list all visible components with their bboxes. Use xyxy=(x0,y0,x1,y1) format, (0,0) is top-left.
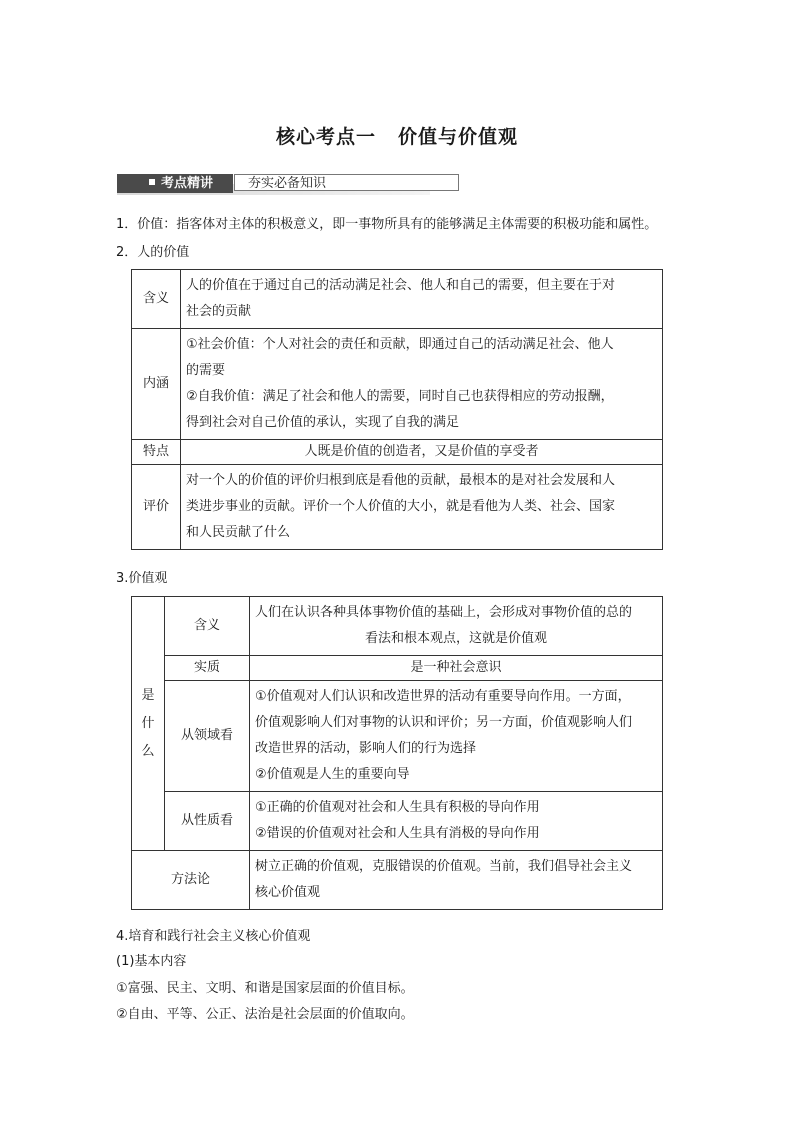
row-content xyxy=(250,656,663,681)
banner-right xyxy=(234,174,459,191)
line: ②错误的价值观对社会和人生具有消极的导向作用 xyxy=(255,826,540,841)
list-item: ①富强、民主、文明、和谐是国家层面的价值目标。 xyxy=(116,981,414,996)
line: 对一个人的价值的评价归根到底是看他的贡献，最根本的是对社会发展和人 xyxy=(186,473,616,488)
row-content xyxy=(181,440,663,465)
table-row xyxy=(132,465,663,550)
line: 和人民贡献了什么 xyxy=(186,525,291,540)
banner-left xyxy=(117,174,233,193)
line: 社会的贡献 xyxy=(186,304,252,319)
table-row xyxy=(132,681,663,792)
row-label: 方法论 xyxy=(132,851,250,910)
line: 改造世界的活动，影响人们的行为选择 xyxy=(255,741,477,756)
table-row xyxy=(132,656,663,681)
row-label: 特点 xyxy=(132,440,181,465)
line: 核心价值观 xyxy=(255,885,321,900)
row-label: 评价 xyxy=(132,465,181,550)
table-row xyxy=(132,792,663,851)
title-part1: 核心考点一 xyxy=(275,126,376,148)
line: ②价值观是人生的重要向导 xyxy=(255,767,410,782)
line: 看法和根本观点，这就是价值观 xyxy=(364,631,547,646)
line: 人既是价值的创造者，又是价值的享受者 xyxy=(304,444,539,459)
line: 的需要 xyxy=(186,363,226,378)
section2-heading: 2．人的价值 xyxy=(116,245,190,260)
page-title xyxy=(0,122,794,149)
row-label: 实质 xyxy=(165,656,250,681)
side-char: 什 xyxy=(141,715,155,731)
line: 人们在认识各种具体事物价值的基础上，会形成对事物价值的总的 xyxy=(255,605,633,620)
row-content xyxy=(181,329,663,440)
row-content xyxy=(181,270,663,329)
section3-heading: 3.价值观 xyxy=(116,571,168,586)
section4-heading: 4.培育和践行社会主义核心价值观 xyxy=(116,929,311,944)
row-label: 从领域看 xyxy=(165,681,250,792)
row-content xyxy=(250,681,663,792)
side-char: 是 xyxy=(141,687,155,703)
table-row xyxy=(132,270,663,329)
line: 人的价值在于通过自己的活动满足社会、他人和自己的需要，但主要在于对 xyxy=(186,278,616,293)
line: 是一种社会意识 xyxy=(410,660,502,675)
line: ①社会价值：个人对社会的责任和贡献，即通过自己的活动满足社会、他人 xyxy=(186,337,614,352)
banner-right-label: 夯实必备知识 xyxy=(248,176,327,191)
row-label: 含义 xyxy=(132,270,181,329)
line: 类进步事业的贡献。评价一个人价值的大小，就是看他为人类、社会、国家 xyxy=(186,499,616,514)
banner-left-label: 考点精讲 xyxy=(161,176,214,191)
values-table xyxy=(131,596,663,910)
row-content xyxy=(250,597,663,656)
table-row xyxy=(132,597,663,656)
table-row xyxy=(132,329,663,440)
line: 得到社会对自己价值的承认，实现了自我的满足 xyxy=(186,415,460,430)
row-content xyxy=(250,851,663,910)
section4-subheading: (1)基本内容 xyxy=(116,954,187,969)
line: 价值观影响人们对事物的认识和评价；另一方面，价值观影响人们 xyxy=(255,715,633,730)
line: ①正确的价值观对社会和人生具有积极的导向作用 xyxy=(255,800,540,815)
list-item: ②自由、平等、公正、法治是社会层面的价值取向。 xyxy=(116,1007,414,1022)
row-content xyxy=(250,792,663,851)
row-content xyxy=(181,465,663,550)
line: 树立正确的价值观，克服错误的价值观。当前，我们倡导社会主义 xyxy=(255,859,633,874)
line: ②自我价值：满足了社会和他人的需要，同时自己也获得相应的劳动报酬， xyxy=(186,389,614,404)
human-value-table xyxy=(131,269,663,550)
square-icon xyxy=(149,179,155,185)
side-char: 么 xyxy=(141,743,155,759)
title-part2: 价值与价值观 xyxy=(398,126,519,148)
row-label: 内涵 xyxy=(132,329,181,440)
table-row xyxy=(132,440,663,465)
row-label: 含义 xyxy=(165,597,250,656)
section1-text: 1．价值：指客体对主体的积极意义，即一事物所具有的能够满足主体需要的积极功能和属性。 xyxy=(116,217,658,232)
table-row xyxy=(132,851,663,910)
side-label xyxy=(132,597,165,851)
line: ①价值观对人们认识和改造世界的活动有重要导向作用。一方面， xyxy=(255,689,631,704)
section-banner xyxy=(117,172,430,196)
row-label: 从性质看 xyxy=(165,792,250,851)
